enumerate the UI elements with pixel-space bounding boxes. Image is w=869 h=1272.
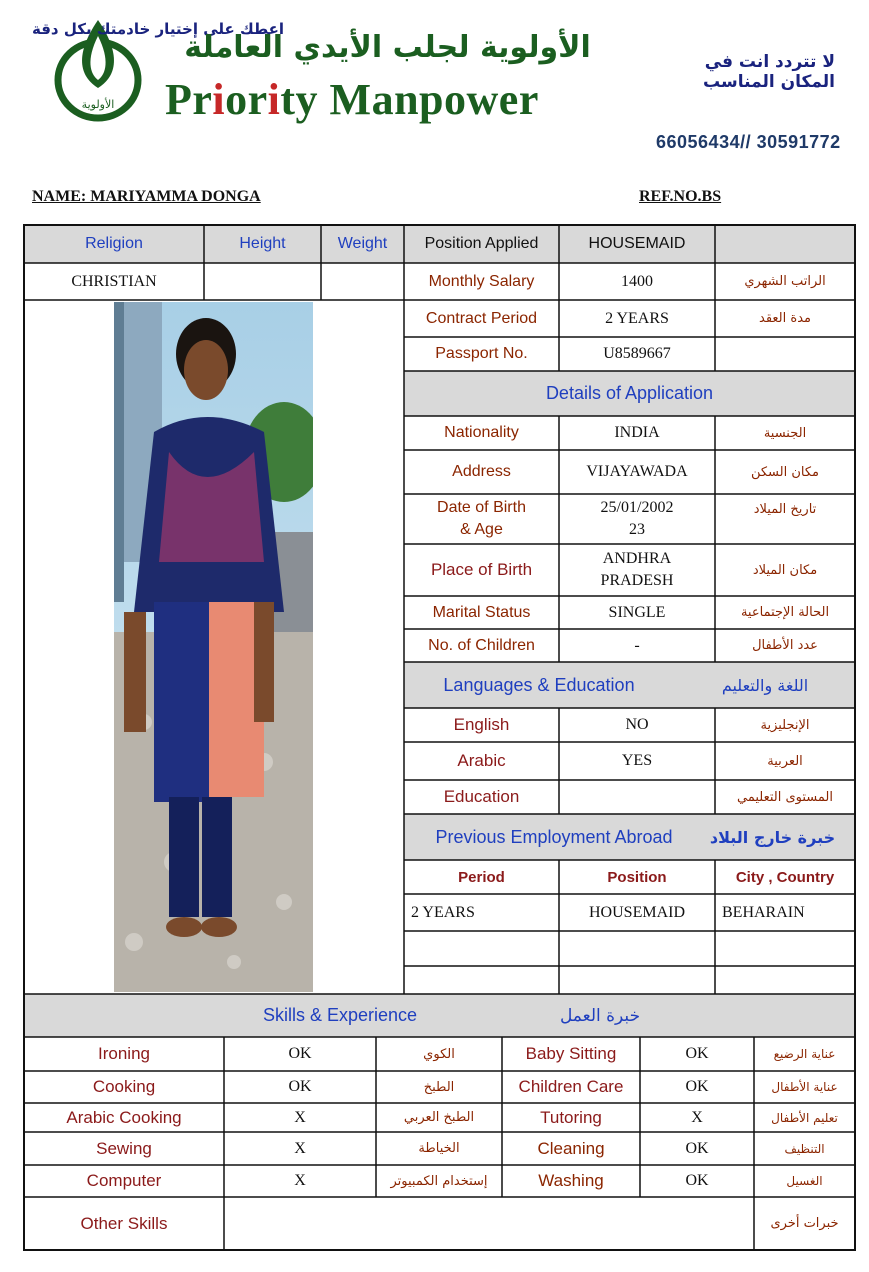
employment-position-value: HOUSEMAID xyxy=(589,903,685,921)
logo-text: الأولوية xyxy=(81,98,115,111)
company-name-arabic: الأولوية لجلب الأيدي العاملة xyxy=(184,30,591,65)
place-of-birth-value: ANDHRA PRADESH xyxy=(600,550,674,589)
religion-label: Religion xyxy=(85,235,143,252)
skill-baby-sitting-label: Baby Sitting xyxy=(525,1044,617,1063)
dob-arabic: تاريخ الميلاد xyxy=(753,502,817,517)
skill-sewing-label: Sewing xyxy=(96,1138,152,1158)
details-section-title: Details of Application xyxy=(404,371,855,416)
other-skills-arabic: خبرات أخرى xyxy=(770,1216,839,1231)
employment-country-value: BEHARAIN xyxy=(722,903,805,921)
children-arabic: عدد الأطفال xyxy=(752,638,818,653)
dob-value: 25/01/2002 23 xyxy=(600,499,674,538)
reference-number: REF.NO.BS xyxy=(639,188,722,205)
skill-cleaning-value: OK xyxy=(685,1139,709,1157)
skill-cleaning-arabic: التنظيف xyxy=(784,1141,825,1156)
english-label: English xyxy=(453,715,510,734)
employment-section-title-arabic: خبرة خارج البلاد xyxy=(709,827,836,847)
passport-label: Passport No. xyxy=(435,345,528,362)
height-label: Height xyxy=(239,235,286,252)
candidate-name: NAME: MARIYAMMA DONGA xyxy=(32,188,261,205)
skills-section-title-arabic: خبرة العمل xyxy=(559,1005,641,1026)
marital-status-value: SINGLE xyxy=(608,603,666,621)
skill-arabic-cooking-label: Arabic Cooking xyxy=(66,1107,182,1127)
skill-computer-arabic: إستخدام الكمبيوتر xyxy=(390,1173,488,1189)
dob-label: Date of Birth & Age xyxy=(437,499,526,538)
skill-ironing-arabic: الكوي xyxy=(423,1046,455,1062)
skill-arabic-cooking-value: X xyxy=(294,1108,306,1126)
english-value: NO xyxy=(625,716,649,733)
skill-children-care-value: OK xyxy=(685,1078,709,1095)
skill-washing-value: OK xyxy=(685,1172,709,1189)
employment-period-value: 2 YEARS xyxy=(411,903,475,921)
place-of-birth-arabic: مكان الميلاد xyxy=(752,562,818,578)
skill-baby-sitting-arabic: عناية الرضيع xyxy=(773,1047,836,1061)
slogan-small: اعطك على إختيار خادمتك بكل دقة xyxy=(32,20,284,38)
company-name-english: Priority Manpower xyxy=(165,75,539,124)
skill-computer-label: Computer xyxy=(86,1171,162,1190)
address-label: Address xyxy=(452,463,511,480)
arabic-label: Arabic xyxy=(457,751,506,770)
children-label: No. of Children xyxy=(428,636,535,654)
passport-value: U8589667 xyxy=(603,345,671,362)
marital-status-arabic: الحالة الإجتماعية xyxy=(740,605,830,620)
monthly-salary-value: 1400 xyxy=(621,272,653,290)
skill-cooking-value: OK xyxy=(288,1078,312,1095)
skill-ironing-value: OK xyxy=(288,1045,312,1062)
skill-ironing-label: Ironing xyxy=(98,1044,150,1063)
religion-value: CHRISTIAN xyxy=(71,272,157,290)
nationality-arabic: الجنسية xyxy=(763,425,807,441)
nationality-label: Nationality xyxy=(444,424,519,441)
skill-tutoring-value: X xyxy=(691,1108,703,1126)
employment-header-city-country: City , Country xyxy=(735,868,835,886)
contract-period-label: Contract Period xyxy=(425,309,538,327)
skill-children-care-arabic: عناية الأطفال xyxy=(771,1080,838,1094)
languages-section-title-arabic: اللغة والتعليم xyxy=(721,675,809,695)
employment-header-period: Period xyxy=(458,868,505,886)
phone-numbers: 66056434// 30591772 xyxy=(656,132,841,152)
arabic-arabic: العربية xyxy=(767,753,803,769)
employment-header-position: Position xyxy=(607,868,667,886)
monthly-salary-label: Monthly Salary xyxy=(428,272,535,290)
position-applied-value: HOUSEMAID xyxy=(588,235,686,252)
skill-children-care-label: Children Care xyxy=(518,1077,624,1096)
slogan-right: لا تتردد انت في المكان المناسب xyxy=(703,52,835,92)
employment-section-title: Previous Employment Abroad xyxy=(435,826,673,847)
languages-section-title: Languages & Education xyxy=(443,674,635,695)
skill-tutoring-label: Tutoring xyxy=(540,1107,602,1127)
weight-label: Weight xyxy=(337,235,388,252)
education-label: Education xyxy=(443,787,520,806)
contract-period-value: 2 YEARS xyxy=(605,309,669,327)
nationality-value: INDIA xyxy=(614,424,660,441)
skill-washing-label: Washing xyxy=(538,1171,604,1190)
position-applied-label: Position Applied xyxy=(424,235,539,252)
skill-cooking-label: Cooking xyxy=(92,1077,156,1096)
skill-sewing-arabic: الخياطة xyxy=(418,1141,460,1156)
arabic-value: YES xyxy=(621,752,653,769)
skill-cleaning-label: Cleaning xyxy=(537,1138,605,1158)
skill-computer-value: X xyxy=(294,1172,306,1189)
place-of-birth-label: Place of Birth xyxy=(430,560,533,579)
skill-baby-sitting-value: OK xyxy=(685,1045,709,1062)
skill-tutoring-arabic: تعليم الأطفال xyxy=(771,1110,838,1125)
monthly-salary-arabic: الراتب الشهري xyxy=(744,274,826,289)
address-arabic: مكان السكن xyxy=(750,464,820,480)
skills-section-title: Skills & Experience xyxy=(262,1005,418,1025)
skill-washing-arabic: الغسيل xyxy=(786,1174,823,1188)
education-arabic: المستوى التعليمي xyxy=(737,789,833,805)
marital-status-label: Marital Status xyxy=(432,603,531,621)
children-value: - xyxy=(634,636,640,654)
other-skills-label: Other Skills xyxy=(80,1213,168,1233)
skill-sewing-value: X xyxy=(294,1139,306,1157)
english-arabic: الإنجليزية xyxy=(760,717,810,733)
address-value: VIJAYAWADA xyxy=(586,463,688,480)
skill-cooking-arabic: الطبخ xyxy=(423,1079,455,1095)
contract-period-arabic: مدة العقد xyxy=(759,311,811,326)
skill-arabic-cooking-arabic: الطبخ العربي xyxy=(403,1110,475,1125)
